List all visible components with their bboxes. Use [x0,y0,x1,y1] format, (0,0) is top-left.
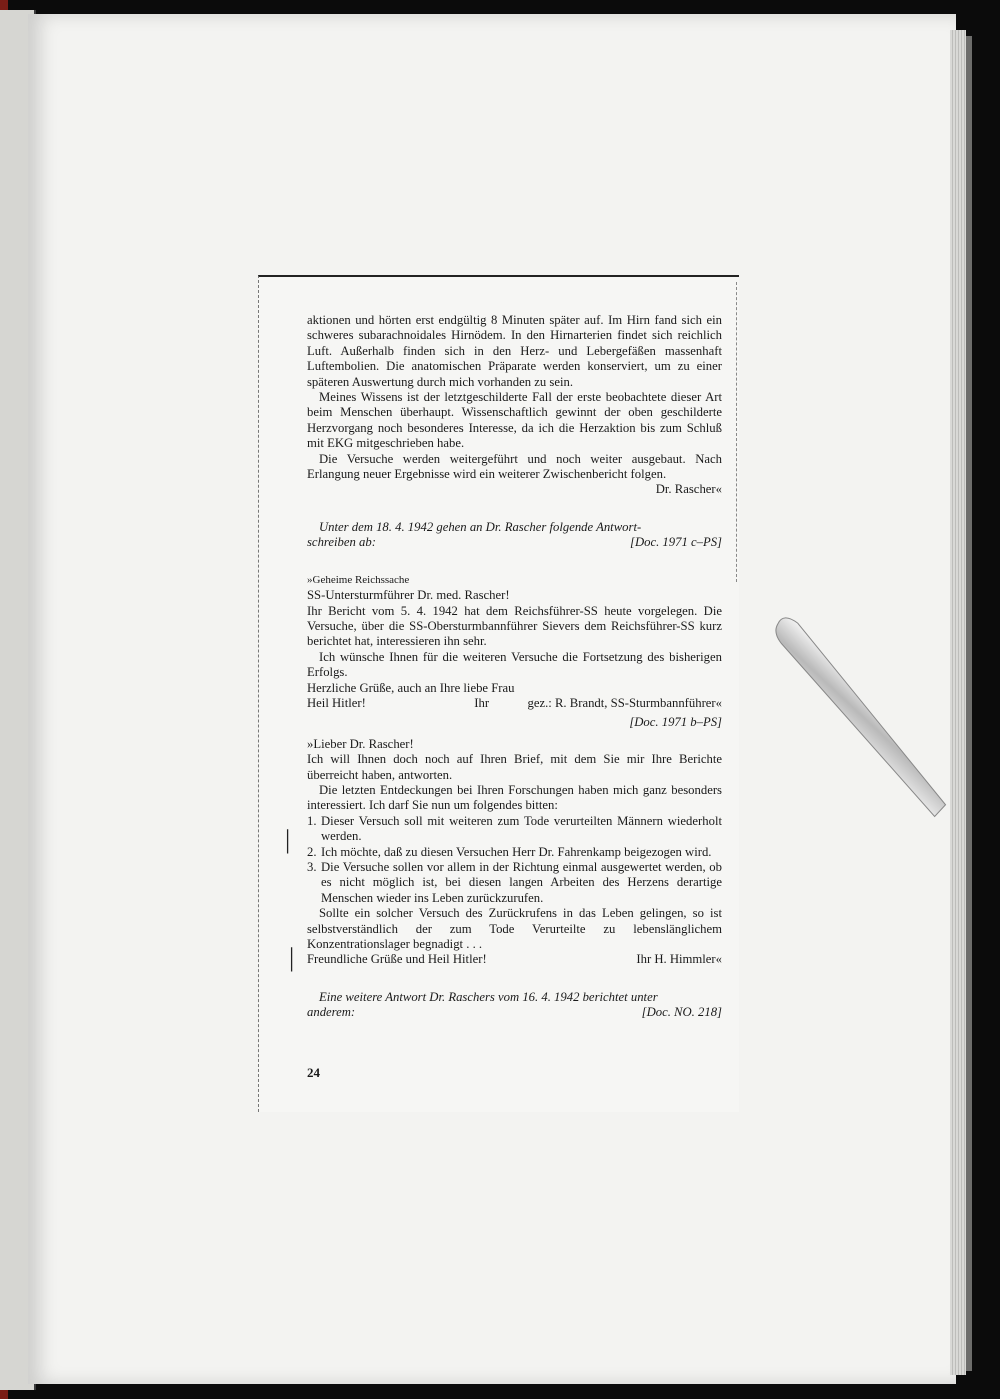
letter-body: Ich will Ihnen doch noch auf Ihren Brief, mit dem Sie mir Ihre Berichte überreicht haben, antworten. [307,752,722,782]
page-number: 24 [307,1065,320,1080]
closing-right: gez.: R. Brandt, SS-Sturmbannführer« [527,695,722,710]
letter-body: Ich wünsche Ihnen für die weiteren Versuche die Fortsetzung des bisherigen Erfolgs. [307,649,722,680]
list-text: Die Versuche sollen vor allem in der Richtung einmal ausgewertet werden, ob es nicht möglich ist, bei diesen langen Arbeiten des Herzens derartige Menschen wieder ins Leben zurückzurufen. [321,860,722,905]
letter-body: Sollte ein solcher Versuch des Zurückrufens in das Leben gelingen, so ist selbstverständlich der zum Tode Verurteilte zu lebenslänglichem Konzentrationslager begnadigt . . . [307,906,722,952]
editorial-note [307,990,722,1021]
addressee: SS-Untersturmführer Dr. med. Rascher! [307,588,510,603]
closing-right: Ihr H. Himmler« [636,952,722,967]
document-reference: [Doc. 1971 b–PS] [629,715,722,730]
list-item [307,845,722,860]
note-text-end: anderem: [307,1005,356,1020]
letter-closing [307,952,722,967]
sheet-edge [736,282,738,582]
document-sheet [258,275,739,1112]
paragraph: aktionen und hörten erst endgültig 8 Minuten später auf. Im Hirn fand sich ein schweres subarachnoidales Hirnödem. In den Hirnarterien findet sich reichlich Luft. Außerhalb finden sich in den Herz- und Lebergefäßen massenhaft Luftembolien. Die anatomischen Präparate werden konserviert, um zu einer späteren Auswertung durch mich vorhanden zu sein. [307,313,722,389]
classification: »Geheime Reichssache [307,573,410,586]
editorial-note [307,520,722,551]
note-text: Unter dem 18. 4. 1942 gehen an Dr. Rascher folgende Antwort- [319,519,642,534]
note-text-end: schreiben ab: [307,535,376,550]
closing-left: Freundliche Grüße und Heil Hitler! [307,952,487,967]
document-reference: [Doc. NO. 218] [641,1005,722,1020]
signature: Dr. Rascher« [655,482,722,497]
list-item [307,814,722,845]
margin-mark-icon: | [289,943,295,972]
document-text [307,313,722,1021]
list-number: 2. [307,844,317,859]
closing-mid: Ihr [474,695,490,710]
greeting: Herzliche Grüße, auch an Ihre liebe Frau [307,680,515,695]
note-text: Eine weitere Antwort Dr. Raschers vom 16. 4. 1942 berichtet unter [319,989,658,1004]
note-last-line [307,535,722,550]
list-text: Dieser Versuch soll mit weiteren zum Tode verurteilten Männern wiederholt werden. [321,813,722,844]
list-number: 1. [307,813,317,828]
page-stack-edge [950,30,966,1375]
margin-mark-icon: | [285,825,291,854]
letter-body: Ihr Bericht vom 5. 4. 1942 hat dem Reichsführer-SS heute vorgelegen. Die Versuche, über die SS-Obersturmbannführer Sievers dem Reichsführer-SS kurz berichtet hat, interessieren ihn sehr. [307,603,722,649]
salutation: »Lieber Dr. Rascher! [307,736,414,751]
letter-body: Die letzten Entdeckungen bei Ihren Forschungen haben mich ganz besonders interessiert. Ich darf Sie nun um folgendes bitten: [307,782,722,813]
letter-closing [307,696,722,711]
list-item [307,860,722,906]
paragraph: Meines Wissens ist der letztgeschilderte Fall der erste beobachtete dieser Art beim Menschen überhaupt. Wissenschaftlich gewinnt der oben geschilderte Herzvorgang noch besonderes Interesse, da ich die Herzaktion bis zum Schluß mit EKG mitgeschrieben habe. [307,390,722,451]
paragraph: Die Versuche werden weitergeführt und noch weiter ausgebaut. Nach Erlangung neuer Ergebnisse wird ein weiterer Zwischenbericht folgen. [307,451,722,482]
book-spine-shadow [966,36,972,1371]
note-last-line [307,1005,722,1020]
document-reference: [Doc. 1971 c–PS] [630,535,722,550]
closing-left: Heil Hitler! [307,695,366,710]
list-number: 3. [307,860,317,874]
list-text: Ich möchte, daß zu diesen Versuchen Herr Dr. Fahrenkamp beigezogen wird. [321,844,712,859]
